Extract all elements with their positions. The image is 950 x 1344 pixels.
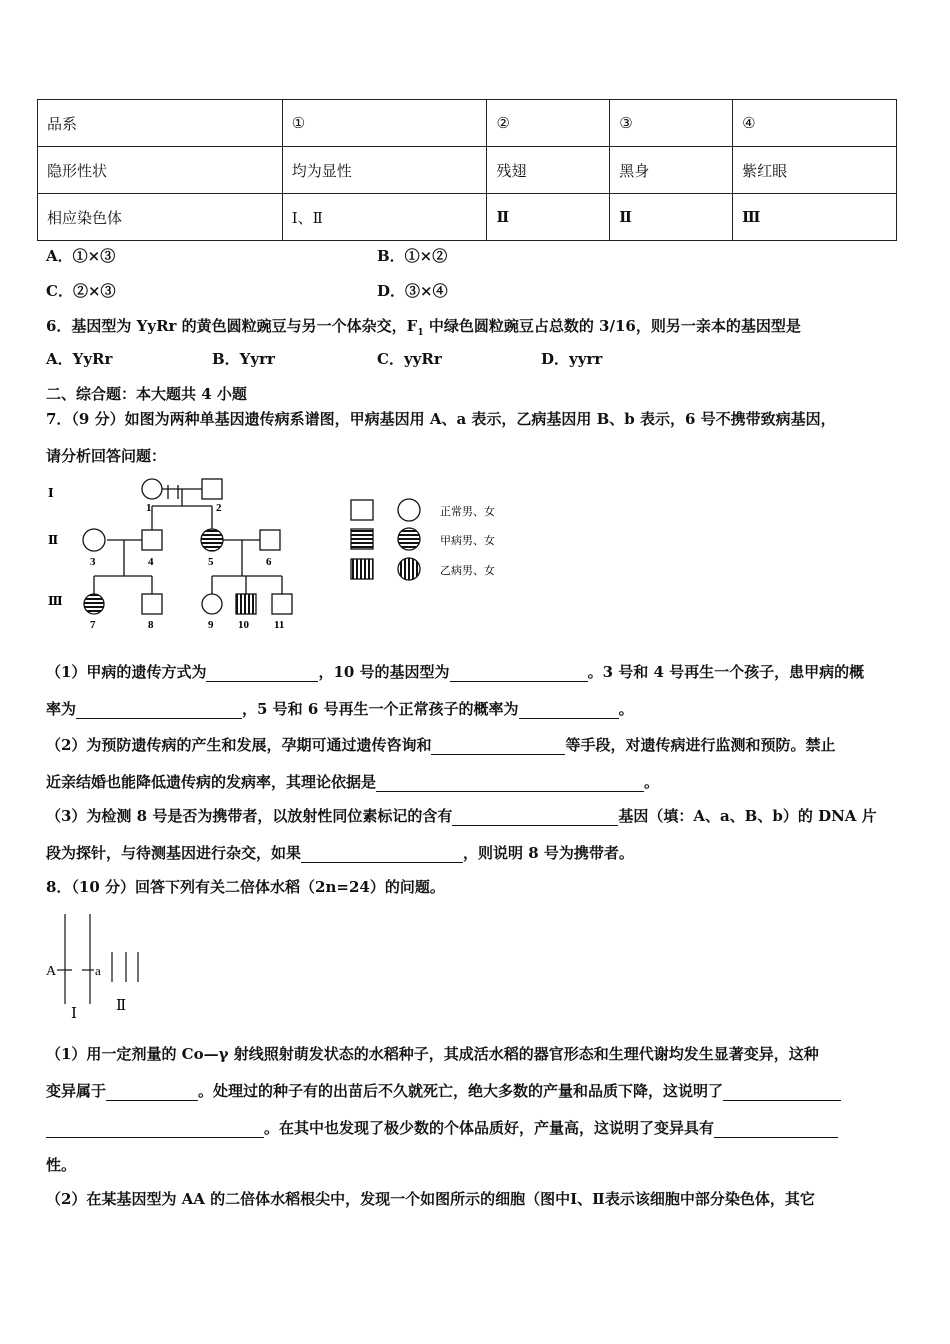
individual-3 xyxy=(83,529,105,551)
answer-blank[interactable] xyxy=(519,702,619,719)
table-cell: 相应染色体 xyxy=(38,194,283,241)
q8-sub1-line1: （1）用一定剂量的 Co—γ 射线照射萌发状态的水稻种子，其成活水稻的器官形态和生理代谢均发生显著变异，这种 xyxy=(46,1045,819,1063)
individual-6 xyxy=(260,530,280,550)
answer-blank[interactable] xyxy=(452,809,618,826)
chromosome-figure xyxy=(40,912,160,1024)
q6-option-d[interactable]: D．yyrr xyxy=(541,350,603,368)
table-header-row xyxy=(38,100,897,147)
individual-8 xyxy=(142,594,162,614)
answer-blank[interactable] xyxy=(723,1084,841,1101)
table-cell: ③ xyxy=(610,100,733,147)
individual-10 xyxy=(236,594,256,614)
legend-b-male xyxy=(351,559,373,579)
individual-4 xyxy=(142,530,162,550)
q5-option-a[interactable]: A．①×③ xyxy=(46,247,116,265)
pedigree-chart xyxy=(40,474,320,634)
individual-number: 7 xyxy=(90,619,96,631)
individual-number: 9 xyxy=(208,619,214,631)
chromosome-label: Ⅰ xyxy=(71,1006,77,1022)
table-cell: Ⅱ xyxy=(487,194,610,241)
q5-option-b[interactable]: B．①×② xyxy=(377,247,448,265)
chromosome-label: Ⅱ xyxy=(116,998,127,1014)
individual-number: 8 xyxy=(148,619,154,631)
individual-number: 4 xyxy=(148,556,154,568)
individual-1 xyxy=(142,479,162,499)
answer-blank[interactable] xyxy=(206,665,318,682)
q5-option-d[interactable]: D．③×④ xyxy=(377,282,448,300)
individual-number: 10 xyxy=(238,619,249,631)
table-cell: Ⅱ xyxy=(610,194,733,241)
q7-sub1-line1: （1）甲病的遗传方式为 ，10 号的基因型为 。3 号和 4 号再生一个孩子，患甲病的概 xyxy=(46,663,865,681)
individual-number: 11 xyxy=(274,619,285,631)
table-cell: 隐形性状 xyxy=(38,147,283,194)
q8-sub1-line2: 变异属于 。处理过的种子有的出苗后不久就死亡，绝大多数的产量和品质下降，这说明了 xyxy=(46,1081,841,1101)
individual-number: 5 xyxy=(208,556,214,568)
pedigree-legend xyxy=(348,494,518,584)
allele-label: A xyxy=(46,964,57,979)
answer-blank[interactable] xyxy=(76,702,242,719)
answer-blank[interactable] xyxy=(301,846,463,863)
table-cell: 均为显性 xyxy=(282,147,487,194)
answer-blank[interactable] xyxy=(106,1084,198,1101)
q8-sub1-line4: 性。 xyxy=(46,1156,77,1174)
strain-table xyxy=(37,99,897,241)
legend-normal-male xyxy=(351,500,373,520)
table-cell: 黑身 xyxy=(610,147,733,194)
answer-blank[interactable] xyxy=(431,738,565,755)
q7-stem-line1: 7．（9 分）如图为两种单基因遗传病系谱图，甲病基因用 A、a 表示，乙病基因用 B、b 表示，6 号不携带致病基因， xyxy=(46,410,836,428)
answer-blank[interactable] xyxy=(450,665,588,682)
q6-option-a[interactable]: A．YyRr xyxy=(46,350,113,368)
section-title: 二、综合题：本大题共 4 小题 xyxy=(46,385,247,403)
legend-a-male xyxy=(351,529,373,549)
individual-7 xyxy=(84,594,104,614)
table-cell: ① xyxy=(282,100,487,147)
legend-b-female xyxy=(398,558,420,580)
generation-label: Ⅲ xyxy=(48,594,63,608)
individual-number: 3 xyxy=(90,556,96,568)
legend-label: 正常男、女 xyxy=(440,506,495,518)
table-cell: ② xyxy=(487,100,610,147)
individual-number: 6 xyxy=(266,556,272,568)
q7-sub2-line1: （2）为预防遗传病的产生和发展，孕期可通过遗传咨询和 等手段，对遗传病进行监测和预防。禁止 xyxy=(46,736,836,754)
individual-2 xyxy=(202,479,222,499)
individual-number: 2 xyxy=(216,502,222,514)
q8-sub2-line1: （2）在某基因型为 AA 的二倍体水稻根尖中，发现一个如图所示的细胞（图中Ⅰ、Ⅱ表示该细胞中部分染色体，其它 xyxy=(46,1190,815,1208)
q8-stem: 8．（10 分）回答下列有关二倍体水稻（2n=24）的问题。 xyxy=(46,878,445,896)
individual-number: 1 xyxy=(146,502,152,514)
q6-option-b[interactable]: B．Yyrr xyxy=(212,350,275,368)
table-cell: Ⅰ、Ⅱ xyxy=(282,194,487,241)
table-cell: 品系 xyxy=(38,100,283,147)
q5-option-c[interactable]: C．②×③ xyxy=(46,282,116,300)
answer-blank[interactable] xyxy=(714,1121,838,1138)
individual-11 xyxy=(272,594,292,614)
table-cell: ④ xyxy=(733,100,897,147)
table-cell: 残翅 xyxy=(487,147,610,194)
q7-stem-line2: 请分析回答问题： xyxy=(46,447,167,465)
answer-blank[interactable] xyxy=(46,1121,264,1138)
q8-sub1-line3: 。在其中也发现了极少数的个体品质好，产量高，这说明了变异具有 xyxy=(46,1118,838,1138)
legend-normal-female xyxy=(398,499,420,521)
individual-5 xyxy=(201,529,223,551)
table-cell: 紫红眼 xyxy=(733,147,897,194)
q7-sub1-line2: 率为 ，5 号和 6 号再生一个正常孩子的概率为 。 xyxy=(46,700,634,718)
individual-9 xyxy=(202,594,222,614)
q6-option-c[interactable]: C．yyRr xyxy=(377,350,442,368)
legend-a-female xyxy=(398,528,420,550)
q7-sub2-line2: 近亲结婚也能降低遗传病的发病率，其理论依据是 。 xyxy=(46,773,660,791)
answer-blank[interactable] xyxy=(376,775,644,792)
q7-sub3-line1: （3）为检测 8 号是否为携带者，以放射性同位素标记的含有 基因（填：A、a、B、b）的 DNA 片 xyxy=(46,807,877,825)
q7-sub3-line2: 段为探针，与待测基因进行杂交，如果 ，则说明 8 号为携带者。 xyxy=(46,844,634,862)
generation-label: Ⅰ xyxy=(48,486,54,500)
table-row xyxy=(38,147,897,194)
legend-label: 甲病男、女 xyxy=(440,535,495,547)
legend-label: 乙病男、女 xyxy=(440,565,495,577)
allele-label: a xyxy=(95,963,101,978)
generation-label: Ⅱ xyxy=(48,533,59,547)
table-row xyxy=(38,194,897,241)
table-cell: Ⅲ xyxy=(733,194,897,241)
q6-stem: 6．基因型为 YyRr 的黄色圆粒豌豆与另一个体杂交，$F_1$ 中绿色圆粒豌豆占总数的 3/16，则另一亲本的基因型是 xyxy=(46,317,801,338)
